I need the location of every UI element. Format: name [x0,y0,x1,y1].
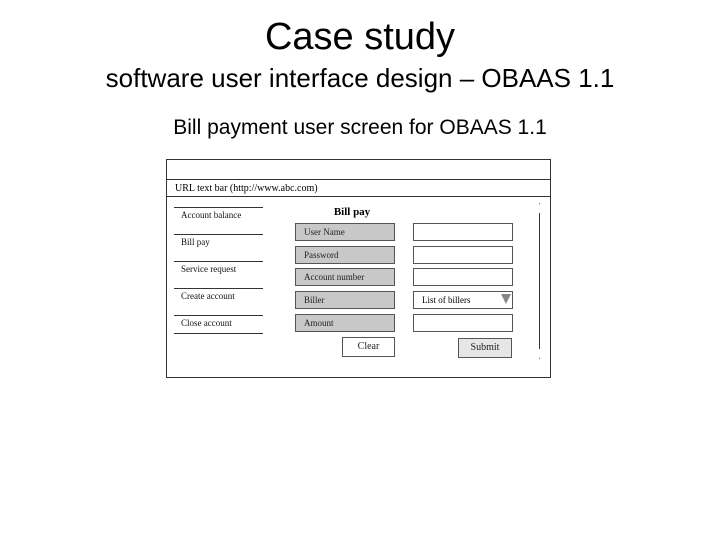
dropdown-arrow-icon[interactable] [501,294,511,304]
password-label: Password [295,246,395,264]
password-field[interactable] [413,246,513,264]
vertical-scrollbar[interactable] [539,203,550,359]
url-text-bar[interactable]: URL text bar (http://www.abc.com) [167,179,550,197]
nav-item-account-balance[interactable]: Account balance [174,207,263,227]
form-heading: Bill pay [333,206,371,218]
user-name-label: User Name [295,223,395,241]
user-name-field[interactable] [413,223,513,241]
submit-button[interactable]: Submit [458,338,512,358]
account-number-field[interactable] [413,268,513,286]
slide-title: Case study [264,16,456,58]
nav-item-bill-pay[interactable]: Bill pay [174,234,263,254]
slide-caption: Bill payment user screen for OBAAS 1.1 [173,116,547,139]
nav-item-create-account[interactable]: Create account [174,288,263,308]
scroll-down-arrow-icon[interactable] [534,349,546,359]
biller-select-value: List of billers [422,295,471,305]
account-number-label: Account number [295,268,395,286]
slide-subtitle: software user interface design – OBAAS 1.1 [105,63,615,93]
bill-pay-mockup-window [166,159,551,378]
clear-button[interactable]: Clear [342,337,395,357]
biller-label: Biller [295,291,395,309]
biller-select[interactable] [413,291,513,309]
amount-label: Amount [295,314,395,332]
scroll-up-arrow-icon[interactable] [534,203,546,213]
nav-item-close-account[interactable]: Close account [174,315,263,334]
nav-item-service-request[interactable]: Service request [174,261,263,281]
amount-field[interactable] [413,314,513,332]
